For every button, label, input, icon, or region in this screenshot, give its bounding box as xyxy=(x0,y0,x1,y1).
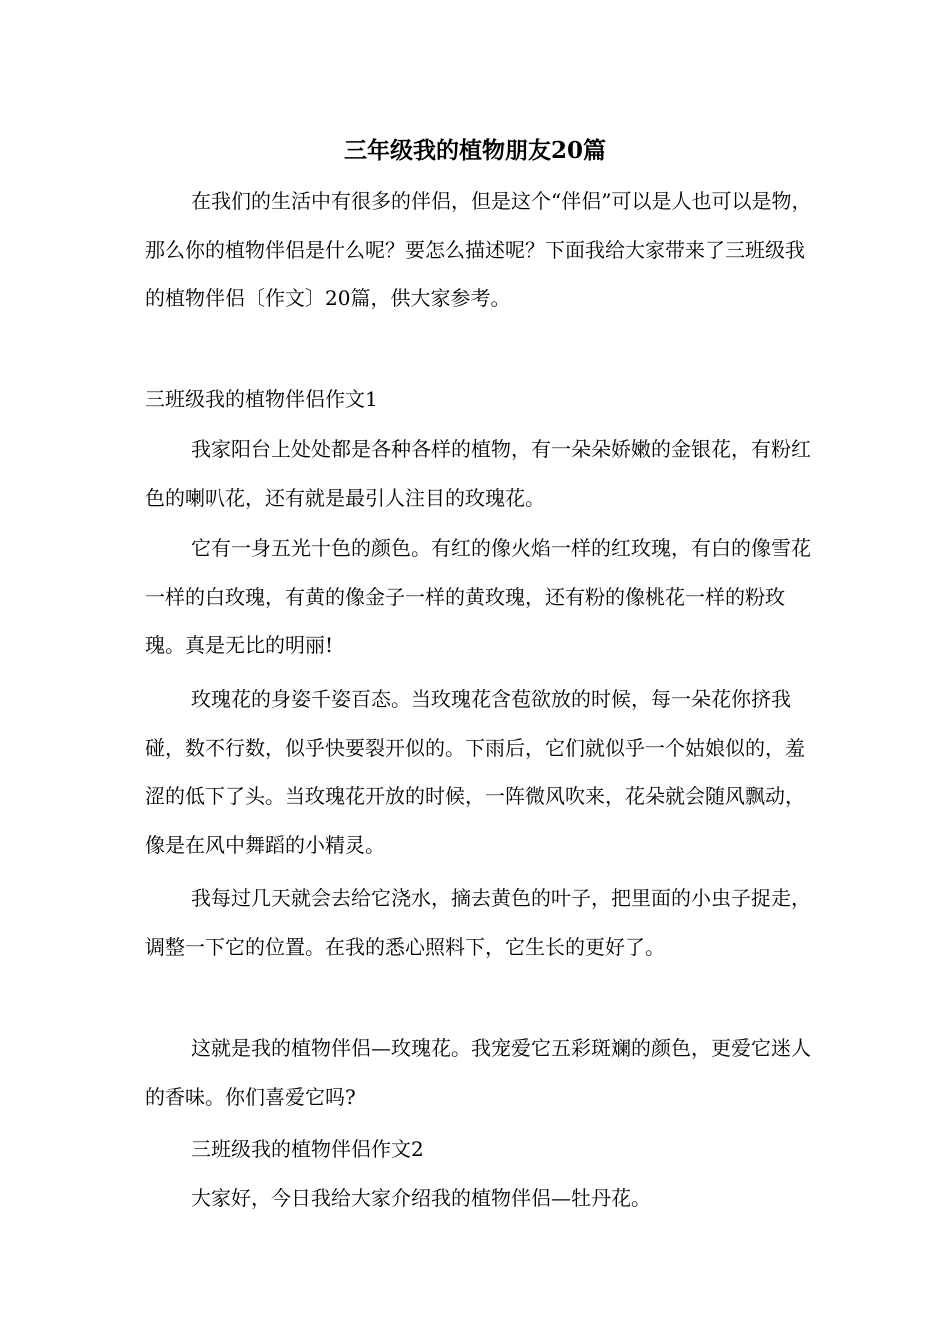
essay2-paragraph-1: 大家好，今日我给大家介绍我的植物伴侣—牡丹花。 xyxy=(191,1186,651,1210)
document-title: 三年级我的植物朋友20篇 xyxy=(343,137,606,164)
essay1-paragraph-5: 这就是我的植物伴侣—玫瑰花。我宠爱它五彩斑斓的颜色，更爱它迷人的香味。你们喜爱它吗? xyxy=(145,1036,811,1109)
essay1-paragraph-3: 玫瑰花的身姿千姿百态。当玫瑰花含苞欲放的时候，每一朵花你挤我碰，数不行数，似乎快要裂开似的。下雨后，它们就似乎一个姑娘似的，羞涩的低下了头。当玫瑰花开放的时候，一阵微风吹来，花朵就会随风飘动，像是在风中舞蹈的小精灵。 xyxy=(145,687,805,857)
essay1-paragraph-2: 它有一身五光十色的颜色。有红的像火焰一样的红玫瑰，有白的像雪花一样的白玫瑰，有黄的像金子一样的黄玫瑰，还有粉的像桃花一样的粉玫瑰。真是无比的明丽! xyxy=(145,536,811,657)
essay1-paragraph-1: 我家阳台上处处都是各种各样的植物，有一朵朵娇嫩的金银花，有粉红色的喇叭花，还有就是最引人注目的玫瑰花。 xyxy=(145,437,811,510)
essay2-heading: 三班级我的植物伴侣作文2 xyxy=(191,1137,424,1161)
intro-paragraph: 在我们的生活中有很多的伴侣，但是这个“伴侣”可以是人也可以是物，那么你的植物伴侣是什么呢？要怎么描述呢？下面我给大家带来了三班级我的植物伴侣〔作文〕20篇，供大家参考。 xyxy=(145,189,812,310)
essay1-paragraph-4: 我每过几天就会去给它浇水，摘去黄色的叶子，把里面的小虫子捉走，调整一下它的位置。在我的悉心照料下，它生长的更好了。 xyxy=(145,886,811,959)
essay1-heading: 三班级我的植物伴侣作文1 xyxy=(145,387,378,411)
